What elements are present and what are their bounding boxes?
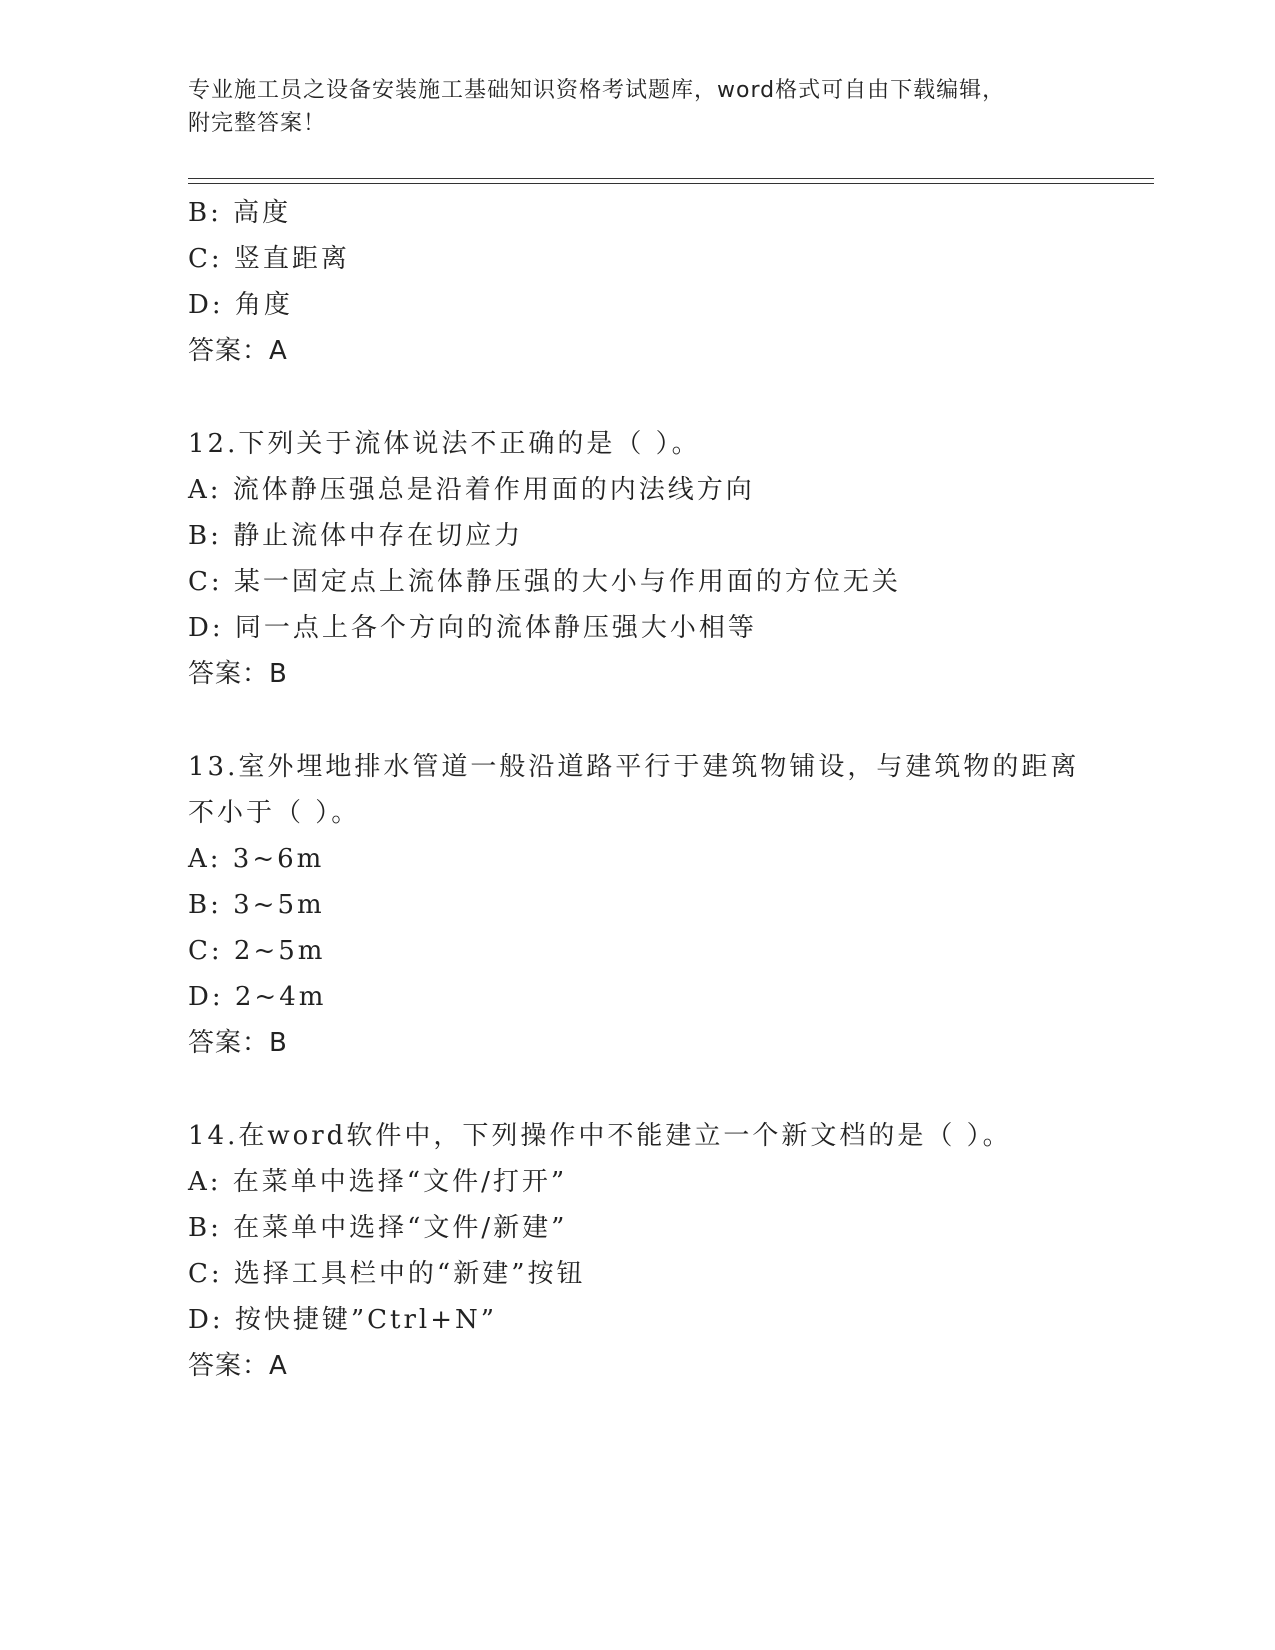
option-b: B: 高度 [188, 198, 292, 228]
header-title-line-2: 附完整答案！ [188, 111, 327, 136]
spacer [188, 697, 1148, 744]
spacer [188, 1066, 1148, 1113]
question-text-line-2: 不小于（ ）。 [188, 798, 361, 828]
option-c: C: 2~5m [188, 936, 326, 966]
question-11-tail [188, 190, 1148, 374]
header-divider-top [188, 178, 1154, 179]
question-text: 14.在word软件中，下列操作中不能建立一个新文档的是（ ）。 [188, 1121, 1012, 1151]
question-text-line-1: 13.室外埋地排水管道一般沿道路平行于建筑物铺设，与建筑物的距离 [188, 752, 1080, 782]
option-c: C: 竖直距离 [188, 244, 350, 274]
option-a: A: 3~6m [188, 844, 325, 874]
option-d: D: 角度 [188, 290, 293, 320]
option-c: C: 选择工具栏中的“新建”按钮 [188, 1259, 586, 1289]
option-d: D: 同一点上各个方向的流体静压强大小相等 [188, 613, 757, 643]
answer: 答案：A [188, 1351, 288, 1381]
header-divider-bottom [188, 183, 1154, 184]
option-a: A: 在菜单中选择“文件/打开” [188, 1167, 568, 1197]
answer: 答案：B [188, 659, 288, 689]
spacer [188, 374, 1148, 421]
option-d: D: 2~4m [188, 982, 327, 1012]
document-header [188, 74, 1068, 140]
option-b: B: 静止流体中存在切应力 [188, 521, 524, 551]
question-13 [188, 744, 1148, 1066]
question-text: 12.下列关于流体说法不正确的是（ ）。 [188, 429, 701, 459]
header-title-line-1: 专业施工员之设备安装施工基础知识资格考试题库，word格式可自由下载编辑， [188, 78, 1006, 103]
option-c: C: 某一固定点上流体静压强的大小与作用面的方位无关 [188, 567, 901, 597]
option-b: B: 在菜单中选择“文件/新建” [188, 1213, 568, 1243]
answer: 答案：B [188, 1028, 288, 1058]
question-14 [188, 1113, 1148, 1389]
option-a: A: 流体静压强总是沿着作用面的内法线方向 [188, 475, 755, 505]
question-12 [188, 421, 1148, 697]
option-b: B: 3~5m [188, 890, 325, 920]
option-d: D: 按快捷键”Ctrl+N” [188, 1305, 498, 1335]
answer: 答案：A [188, 336, 288, 366]
question-list [188, 190, 1148, 1389]
